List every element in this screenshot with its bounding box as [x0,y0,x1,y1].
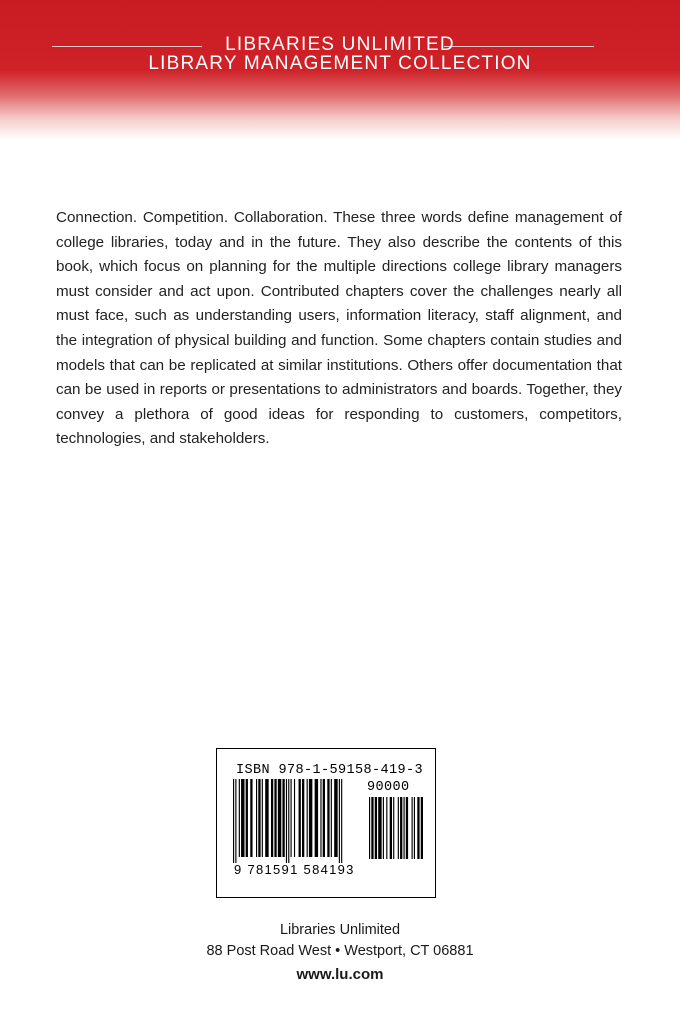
barcode-bar [286,779,287,863]
barcode-bar [339,779,340,863]
book-description: Connection. Competition. Collaboration. These three words define management of college libraries, today and in the future. They also describe the contents of this book, which focus on planning for the multiple directions college library managers must consider and act upon. Contributed chapters cover the challenges nearly all must face, such as understanding users, information literacy, staff alignment, and the integration of physical building and function. Some chapters contain studies and models that can be replicated at similar institutions. Others offer documentation that can be used in reports or presentations to administrators and boards. Together, they convey a plethora of good ideas for responding to customers, competitors, technologies, and stakeholders. [56,209,622,448]
series-subtitle: LIBRARY MANAGEMENT COLLECTION [148,53,532,74]
barcode-bar [386,797,387,859]
publisher-name: Libraries Unlimited [279,922,401,938]
barcode-bar [417,797,419,859]
barcode-bar [309,779,312,857]
barcode-bar [299,779,301,857]
barcode-bar [331,779,332,857]
barcode-bar [291,779,292,857]
barcode-bar [390,797,392,859]
ean-digits: 9 781591 584193 [234,862,355,877]
barcode-bar [250,779,252,857]
barcode-bar [307,779,308,857]
series-title: LIBRARIES UNLIMITED [225,34,455,55]
barcode-bar [393,797,394,859]
barcode-bar [246,779,248,857]
publisher-address: 88 Post Road West • Westport, CT 06881 [206,943,474,959]
barcode-bar [327,779,329,857]
barcode-bar [282,779,284,857]
barcode-bar [241,779,244,857]
barcode-bar [278,779,281,857]
addon-barcode-bars [367,797,423,863]
barcode-bar [414,797,415,859]
barcode-bar [375,797,377,859]
barcode-bars [231,779,376,863]
barcode-bar [421,797,423,859]
price-code: 90000 [367,780,410,795]
barcode-bar [378,797,381,859]
barcode-bar [404,797,405,859]
barcode-bar [233,779,234,863]
barcode-bar [334,779,337,857]
barcode-bar [400,797,402,859]
publisher-website[interactable]: www.lu.com [296,966,384,983]
barcode-bar [383,797,384,859]
barcode-bar [235,779,236,863]
barcode-bar [256,779,257,857]
barcode-bar [341,779,342,863]
barcode-bar [369,797,370,859]
isbn-number: ISBN 978-1-59158-419-3 [236,763,424,778]
barcode-bar [320,779,321,857]
barcode-bar [294,779,295,857]
barcode-bar [239,779,240,857]
barcode-bar [274,779,276,857]
barcode-bar [371,797,373,859]
barcode-bar [288,779,289,863]
barcode-bar [271,779,273,857]
barcode-bar [265,779,268,857]
barcode-bar [406,797,408,859]
barcode-bar [302,779,304,857]
barcode-bar [398,797,399,859]
barcode-bar [262,779,263,857]
barcode-bar [412,797,413,859]
isbn-barcode [216,748,436,898]
barcode-bar [258,779,260,857]
barcode-bar [315,779,318,857]
barcode-bar [323,779,325,857]
